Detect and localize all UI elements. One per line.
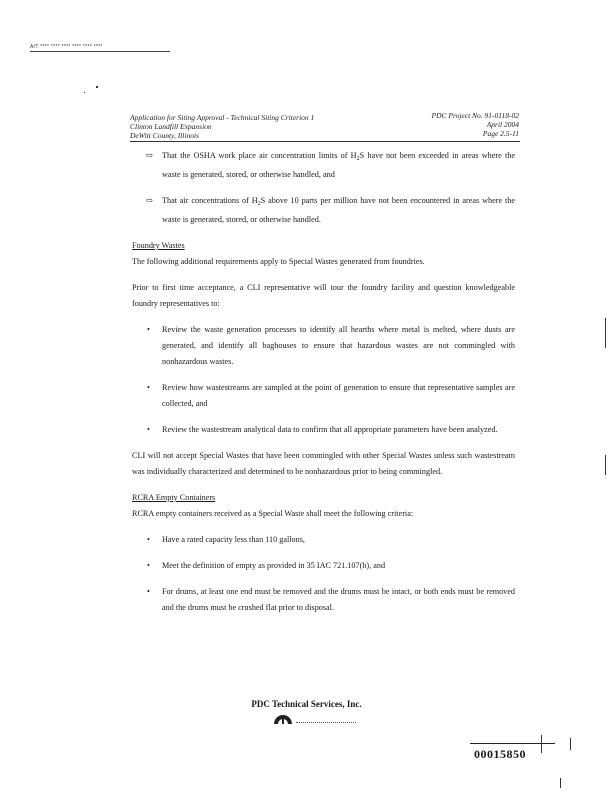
- rcra-bullet-item: • Have a rated capacity less than 110 gallons,: [132, 532, 515, 548]
- scan-artifact-mark: [541, 735, 542, 753]
- foundry-prior-paragraph: Prior to first time acceptance, a CLI representative will tour the foundry facility and question knowledgeable foundry representatives to:: [132, 283, 515, 308]
- header-project-number: PDC Project No. 91-0118-02: [431, 111, 519, 120]
- arrow-list-item: ⇨ That the OSHA work place air concentration limits of $H_2S$ have not been exceeded in areas where the waste is generated, stored, or otherwise handled, and: [132, 148, 515, 183]
- scan-artifact-mark: [570, 738, 571, 750]
- rcra-heading: RCRA Empty Containers: [132, 493, 216, 502]
- header-rule: [130, 141, 520, 142]
- rcra-bullet-item: • Meet the definition of empty as provided in 35 IAC 721.107(b), and: [132, 558, 515, 574]
- foundry-bullet-item: • Review the waste generation processes to identify all hearths where metal is melted, where dusts are generated, and identify all baghouses to ensure that hazardous wastes are not commingled with nonhazardous wastes.: [132, 322, 515, 370]
- scan-artifact-mark: [96, 86, 98, 88]
- arrow-list-item: ⇨ That air concentrations of $H_2S$ above 10 parts per million have not been encountered in areas where the waste is generated, stored, or otherwise handled.: [132, 193, 515, 228]
- foundry-bullet-item: • Review the wastestream analytical data to confirm that all appropriate parameters have been analyzed.: [132, 422, 515, 438]
- bullet-icon: •: [147, 535, 150, 544]
- header-date: April 2004: [486, 120, 519, 129]
- foundry-bullet-item: • Review how wastestreams are sampled at the point of generation to ensure that representative samples are collected, and: [132, 380, 515, 412]
- document-header-right: [432, 111, 520, 138]
- bullet-icon: •: [147, 561, 150, 570]
- foundry-wastes-heading: Foundry Wastes: [132, 241, 185, 250]
- bullet-icon: •: [147, 325, 150, 334]
- fax-transmission-header: A/T **** **** **** **** **** ****: [30, 44, 103, 50]
- bullet-icon: •: [147, 587, 150, 596]
- document-body: [132, 148, 515, 626]
- scan-artifact-mark: [84, 92, 85, 93]
- scan-artifact-mark: [560, 778, 561, 788]
- footer-company-name: PDC Technical Services, Inc.: [251, 699, 362, 709]
- fax-header-rule: [30, 51, 170, 52]
- arrow-bullet-icon: ⇨: [146, 151, 153, 160]
- pdc-logo-icon: [273, 713, 293, 725]
- scan-artifact-mark: [605, 318, 606, 348]
- document-header-left: [130, 113, 314, 140]
- foundry-intro-paragraph: The following additional requirements apply to Special Wastes generated from foundries.: [132, 257, 425, 266]
- rcra-bullet-item: • For drums, at least one end must be removed and the drums must be intact, or both ends must be removed and the drums must be crushed flat prior to disposal.: [132, 584, 515, 616]
- arrow-bullet-icon: ⇨: [146, 196, 153, 205]
- bullet-icon: •: [147, 383, 150, 392]
- header-title: Application for Siting Approval - Technical Siting Criterion 1: [130, 113, 315, 122]
- footer-tagline-rule: [296, 722, 356, 723]
- header-page-number: Page 2.5-11: [482, 129, 519, 138]
- foundry-closing-paragraph: CLI will not accept Special Wastes that have been commingled with other Special Wastes unless such wastestream was individually characterized and determined to be nonhazardous prior to being commingled.: [132, 451, 515, 476]
- scan-artifact-mark: [605, 455, 606, 475]
- header-county: DeWitt County, Illinois: [130, 131, 199, 140]
- bates-rule: [470, 743, 555, 744]
- rcra-intro-paragraph: RCRA empty containers received as a Special Waste shall meet the following criteria:: [132, 509, 414, 518]
- header-project-name: Clinton Landfill Expansion: [130, 122, 212, 131]
- bates-number: 00015850: [474, 747, 526, 761]
- bullet-icon: •: [147, 425, 150, 434]
